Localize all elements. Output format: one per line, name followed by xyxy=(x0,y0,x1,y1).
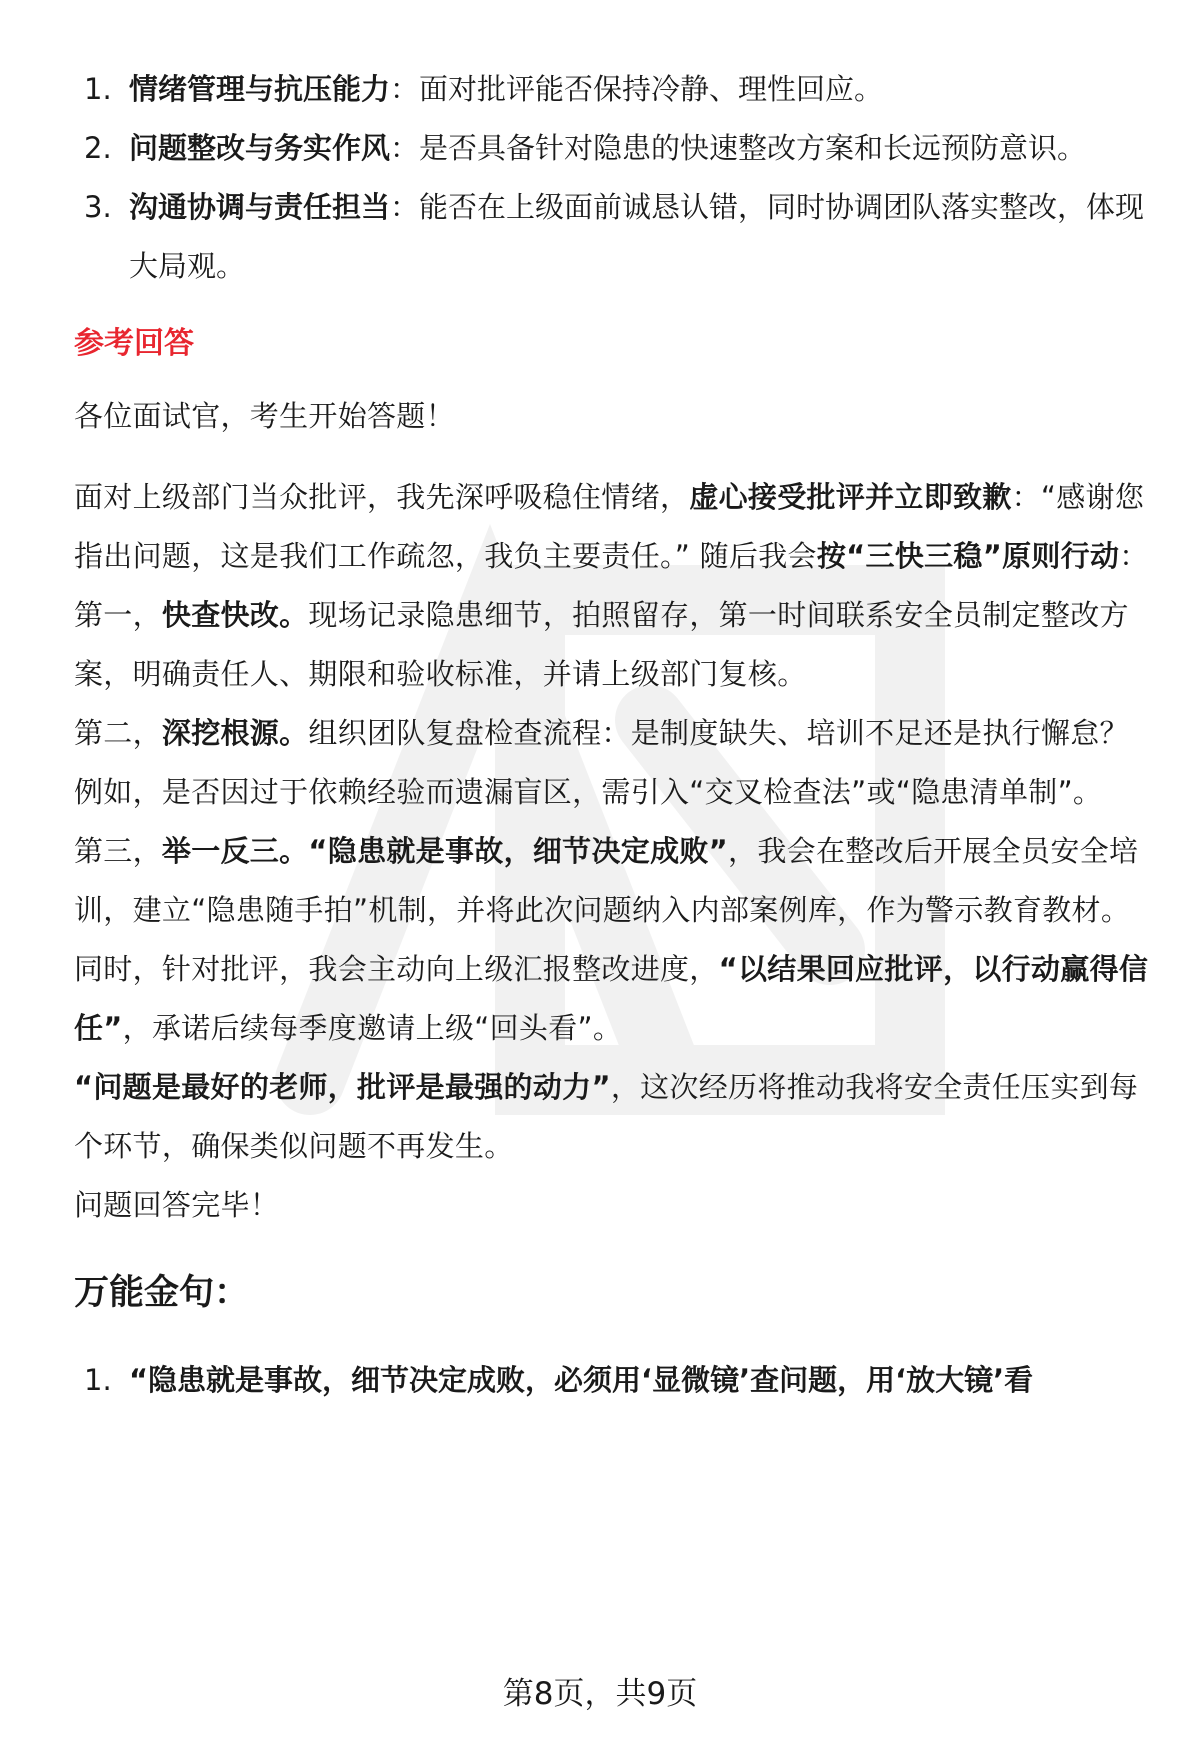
list-item xyxy=(74,119,1154,178)
page-footer: 第8页，共9页 xyxy=(502,1676,698,1712)
list-item xyxy=(74,60,1154,119)
paragraph-meanwhile xyxy=(74,940,1154,1058)
golden-sentences-heading: 万能金句： xyxy=(74,1273,250,1313)
list-number: 3. xyxy=(84,190,112,224)
text-span: ，这次经历将推动我将安全责任压实到每个环节，确保类似问题不再发生。 xyxy=(74,1070,1139,1163)
bold-span: 虚心接受批评并立即致歉 xyxy=(689,480,1012,514)
list-item-title: “隐患就是事故，细节决定成败，必须用‘显微镜’查问题，用‘放大镜’看 xyxy=(129,1363,1034,1397)
step-text: 组织团队复盘检查流程：是制度缺失、培训不足还是执行懈怠？例如，是否因过于依赖经验而遗漏盲区，需引入“交叉检查法”或“隐患清单制”。 xyxy=(74,716,1129,809)
list-item-title: 情绪管理与抗压能力 xyxy=(129,72,391,106)
step-title: 快查快改。 xyxy=(161,598,309,632)
text-span: ，承诺后续每季度邀请上级“回头看”。 xyxy=(122,1011,623,1045)
list-item xyxy=(74,178,1154,296)
step-lead: 第三， xyxy=(74,834,162,868)
greeting-text: 各位面试官，考生开始答题！ xyxy=(74,399,455,433)
text-span: ：“感谢您指出问题，这是我们工作疏忽，我负主要责任。” 随后我会 xyxy=(74,480,1145,573)
paragraph-response xyxy=(74,468,1154,586)
golden-numbered-list xyxy=(74,1351,1154,1410)
reference-answer-heading: 参考回答 xyxy=(74,326,194,361)
list-number: 1. xyxy=(84,72,112,106)
text-span: ： xyxy=(1119,539,1149,573)
step-text: 现场记录隐患细节，拍照留存，第一时间联系安全员制定整改方案，明确责任人、期限和验收标准，并请上级部门复核。 xyxy=(74,598,1129,691)
list-item-title: 问题整改与务实作风 xyxy=(129,131,391,165)
list-item-text: ：能否在上级面前诚恳认错，同时协调团队落实整改，体现大局观。 xyxy=(129,190,1145,283)
top-numbered-list xyxy=(74,60,1154,296)
main-content xyxy=(74,60,1154,1410)
step-lead: 第二， xyxy=(74,716,162,750)
list-item-text: ：面对批评能否保持冷静、理性回应。 xyxy=(390,72,884,106)
text-span: 面对上级部门当众批评，我先深呼吸稳住情绪， xyxy=(74,480,690,514)
paragraph-step-2 xyxy=(74,704,1154,822)
paragraph-quote xyxy=(74,1058,1154,1176)
step-title: 深挖根源。 xyxy=(161,716,309,750)
step-quote: “隐患就是事故，细节决定成败” xyxy=(308,834,729,868)
list-number: 1. xyxy=(84,1363,112,1397)
list-item-title: 沟通协调与责任担当 xyxy=(129,190,391,224)
step-lead: 第一， xyxy=(74,598,162,632)
bold-span: “问题是最好的老师，批评是最强的动力” xyxy=(74,1070,611,1104)
paragraph-step-1 xyxy=(74,586,1154,704)
list-item-text: ：是否具备针对隐患的快速整改方案和长远预防意识。 xyxy=(390,131,1087,165)
step-title: 举一反三。 xyxy=(161,834,309,868)
paragraph-step-3 xyxy=(74,822,1154,940)
list-number: 2. xyxy=(84,131,112,165)
list-item xyxy=(74,1351,1154,1410)
closing-text: 问题回答完毕！ xyxy=(74,1188,280,1222)
step-text: ，我会在整改后开展全员安全培训，建立“隐患随手拍”机制，并将此次问题纳入内部案例库，作为警示教育教材。 xyxy=(74,834,1139,927)
bold-span: 按“三快三稳”原则行动 xyxy=(816,539,1120,573)
text-span: 同时，针对批评，我会主动向上级汇报整改进度， xyxy=(74,952,719,986)
bold-span: “以结果回应批评，以行动赢得信任” xyxy=(74,952,1149,1045)
